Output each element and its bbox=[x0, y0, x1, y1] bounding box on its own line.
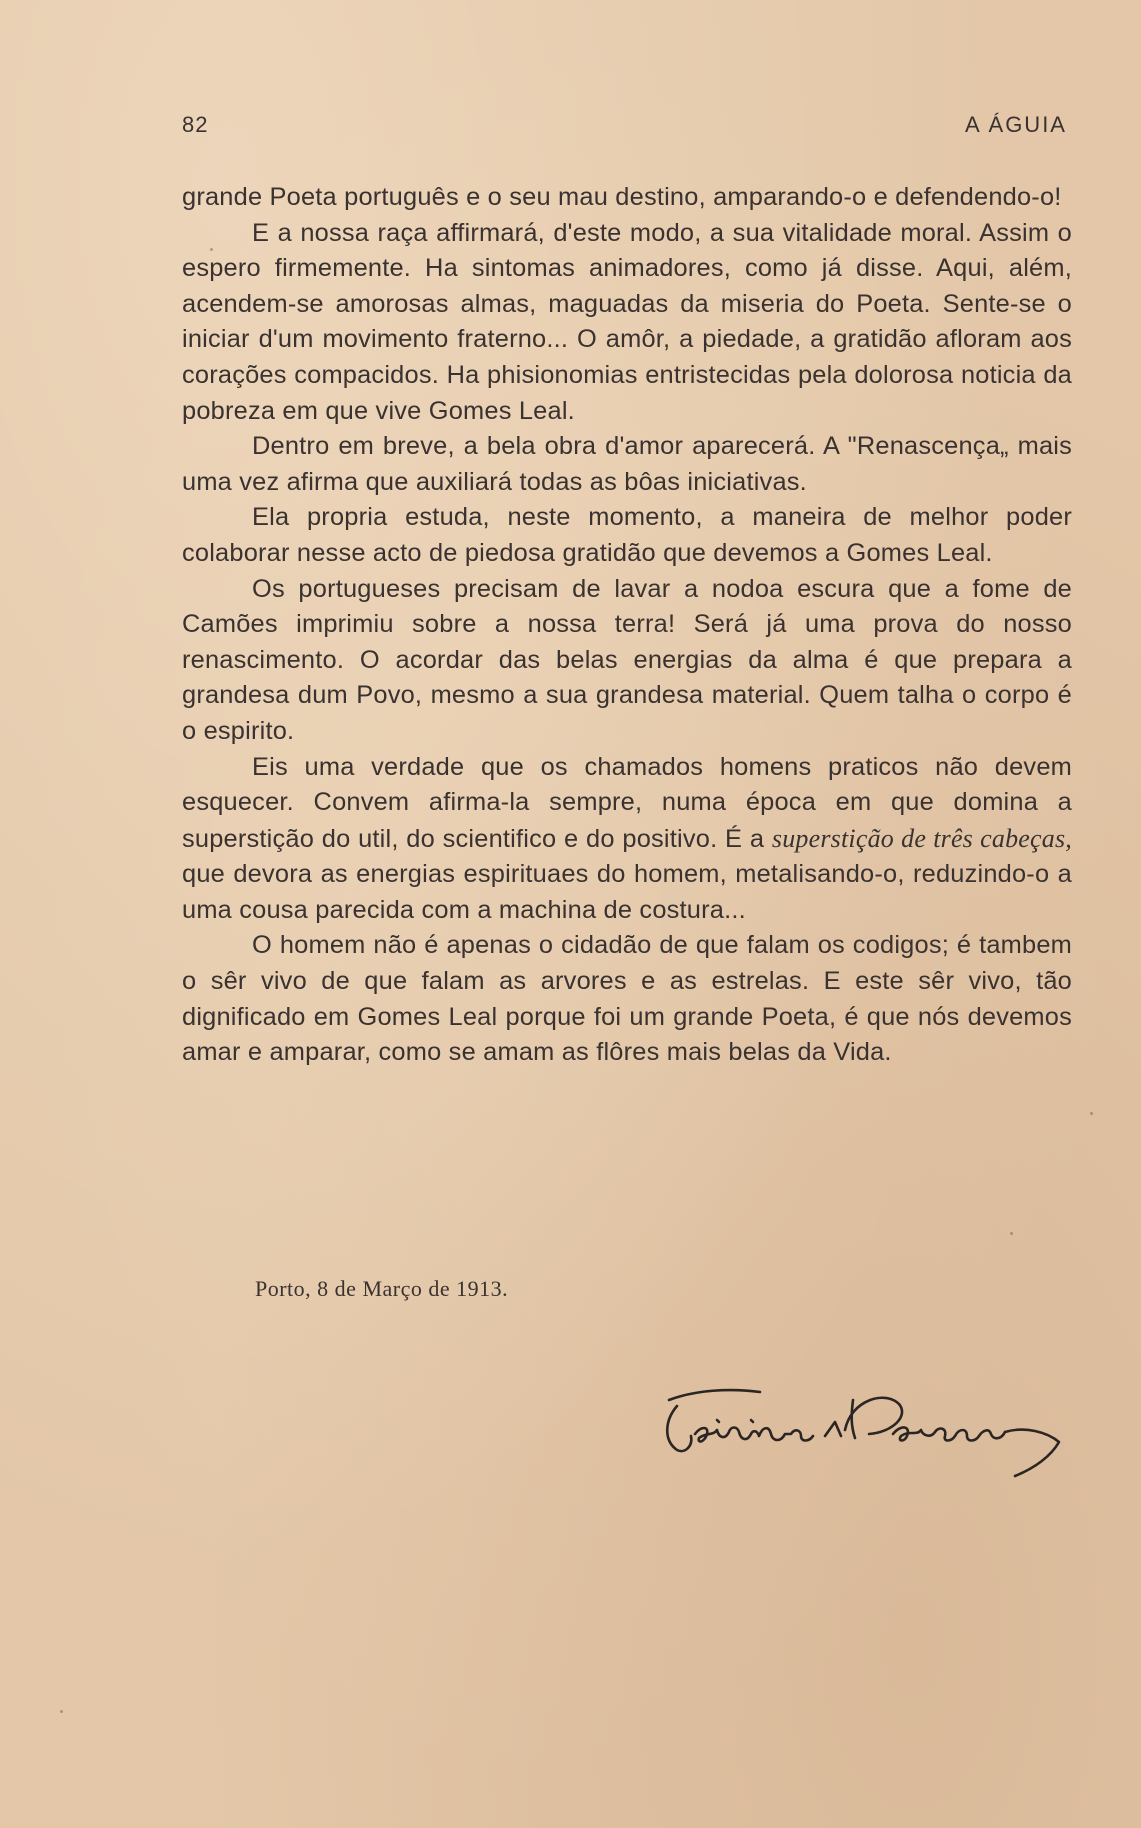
paragraph-text: E a nossa raça affirmará, d'este modo, a sua vitalidade moral. Assim o espero firmemente. Ha sintomas animadores, como já disse. Aqui, além, acendem-se amorosas almas, maguadas da miseria do Poeta. Sente-se o iniciar d'um movimento fraterno... O amôr, a piedade, a gratidão afloram aos corações compacidos. Ha phisionomias entristecidas pela dolorosa noticia da pobreza em que vive Gomes Leal. bbox=[182, 218, 1072, 425]
paper-speck bbox=[60, 1710, 63, 1713]
paragraph bbox=[182, 429, 1072, 500]
paragraph-text: que devora as energias espirituaes do homem, metalisando-o, reduzindo-o a uma cousa parecida com a machina de costura... bbox=[182, 860, 1072, 924]
paragraph-text: grande Poeta português e o seu mau destino, amparando-o e defendendo-o! bbox=[182, 183, 1062, 211]
italic-phrase: superstição de três cabeças, bbox=[771, 823, 1072, 853]
paper-speck bbox=[210, 248, 213, 251]
paper-speck bbox=[1090, 1112, 1093, 1115]
paragraph-text: O homem não é apenas o cidadão de que falam os codigos; é tambem o sêr vivo de que falam as arvores e as estrelas. E este sêr vivo, tão dignificado em Gomes Leal porque foi um grande Poeta, é que nós devemos amar e amparar, como se amam as flôres mais belas da Vida. bbox=[182, 931, 1072, 1067]
author-signature bbox=[655, 1360, 1085, 1480]
paragraph bbox=[182, 572, 1072, 750]
paragraph-text: Os portugueses precisam de lavar a nodoa escura que a fome de Camões imprimiu sobre a nossa terra! Será já uma prova do nosso renascimento. O acordar das belas energias da alma é que prepara a grandesa dum Povo, mesmo a sua grandesa material. Quem talha o corpo é o espirito. bbox=[182, 574, 1072, 745]
paragraph-text: Dentro em breve, a bela obra d'amor aparecerá. A "Renascença„ mais uma vez afirma que auxiliará todas as bôas iniciativas. bbox=[182, 432, 1072, 496]
paragraph bbox=[182, 928, 1072, 1070]
paragraph bbox=[182, 750, 1072, 929]
paragraph bbox=[182, 216, 1072, 430]
paragraph-text: Eis uma verdade que os chamados homens praticos não devem esquecer. Convem afirma-la sempre, numa época em que domina a superstição do util, do scientifico e do positivo. É a bbox=[182, 752, 1072, 853]
article-body bbox=[182, 180, 1072, 1071]
running-title: A ÁGUIA bbox=[964, 112, 1067, 137]
paragraph bbox=[182, 180, 1072, 216]
page-number: 82 bbox=[182, 112, 209, 137]
dateline: Porto, 8 de Março de 1913. bbox=[255, 1276, 509, 1301]
signature-drawing bbox=[655, 1360, 1085, 1480]
page-header bbox=[182, 112, 1067, 148]
paper-speck bbox=[1010, 1232, 1013, 1235]
paragraph bbox=[182, 500, 1072, 571]
paragraph-text: Ela propria estuda, neste momento, a maneira de melhor poder colaborar nesse acto de piedosa gratidão que devemos a Gomes Leal. bbox=[182, 503, 1072, 567]
